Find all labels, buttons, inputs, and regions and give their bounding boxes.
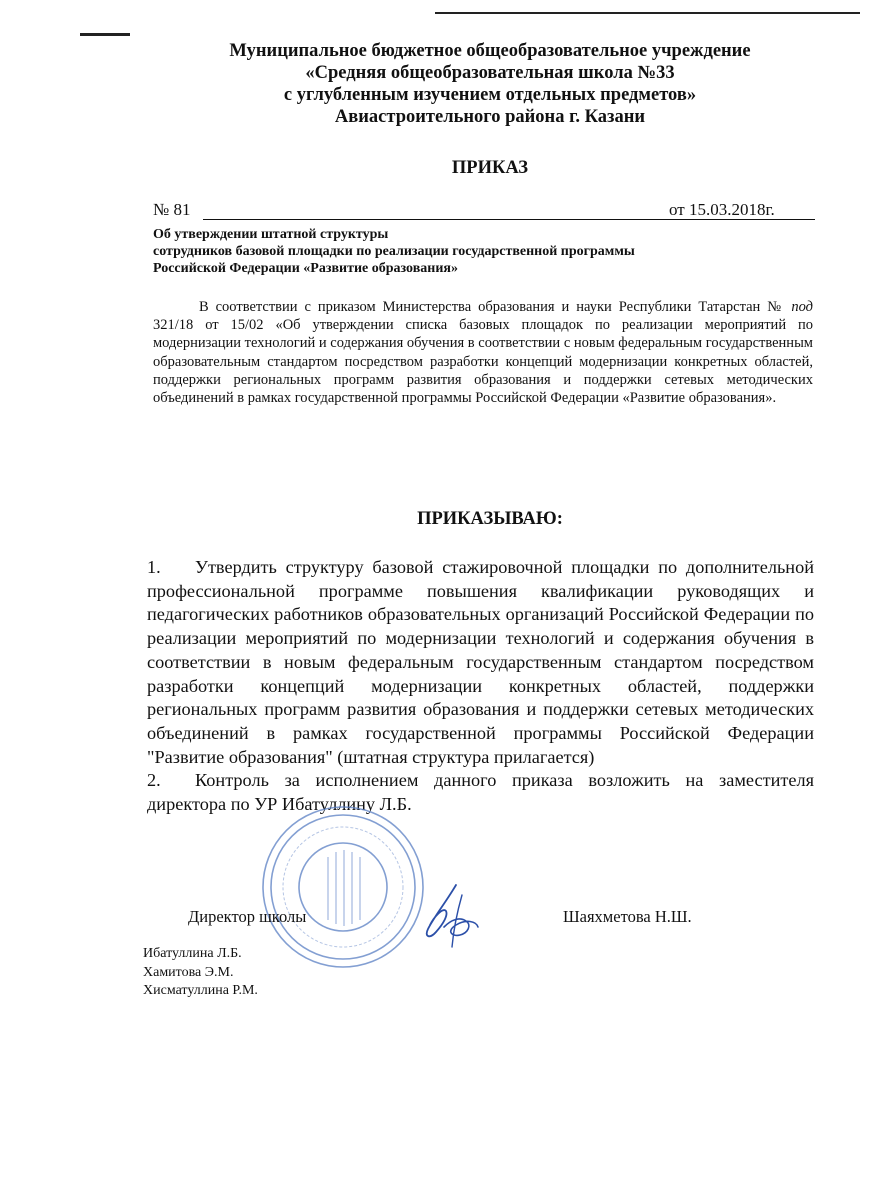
- header-line-1: Муниципальное бюджетное общеобразовательное учреждение: [229, 41, 751, 61]
- subject-line-3: Российской Федерации «Развитие образования»: [153, 261, 458, 276]
- decree-item: [147, 556, 814, 769]
- header-line-2: «Средняя общеобразовательная школа №33: [305, 63, 675, 83]
- order-date: от 15.03.2018г.: [669, 200, 775, 219]
- school-stamp: [258, 802, 428, 972]
- header-line-3: с углубленным изучением отдельных предметов»: [283, 85, 697, 105]
- order-subject: [153, 226, 793, 277]
- basis-text-before: В соответствии с приказом Министерства образования и науки Республики Татарстан №: [199, 299, 792, 315]
- order-number: № 81: [153, 200, 191, 219]
- school-header: [120, 40, 860, 128]
- decree-item-text: Утвердить структуру базовой стажировочной площадки по дополнительной профессиональной программе повышения квалификации руководящих и педагогических работников образовательных организаций Российской Федерации по реализации мероприятий по модернизации технологий и содержания обучения в соответствии в новым федеральным государственным стандартом посредством разработки концепций модернизации конкретных областей, поддержки региональных программ развития образования и поддержки сетевых методических объединений в рамках государственной программы Российской Федерации "Развитие образования" (штатная структура прилагается): [147, 557, 814, 767]
- executor-name: Ибатуллина Л.Б.: [143, 946, 242, 961]
- director-signature: [416, 877, 491, 952]
- decree-item-number: 2.: [147, 770, 161, 791]
- executor-name: Хамитова Э.М.: [143, 964, 234, 980]
- signatory-role: Директор школы: [188, 907, 307, 926]
- subject-line-1: Об утверждении штатной структуры: [153, 227, 389, 242]
- subject-line-2: сотрудников базовой площадки по реализации государственной программы: [153, 244, 635, 259]
- scan-mark-left: [80, 33, 130, 36]
- decree-item-number: 1.: [147, 557, 161, 577]
- executor-name: Хисматуллина Р.М.: [143, 983, 258, 998]
- basis-emphasis: под: [791, 299, 813, 315]
- order-title: ПРИКАЗ: [451, 158, 529, 178]
- scan-mark-top: [435, 12, 860, 14]
- header-line-4: Авиастроительного района г. Казани: [334, 107, 646, 127]
- basis-text-after: 321/18 от 15/02 «Об утверждении списка базовых площадок по реализации мероприятий по модернизации технологий и содержания обучения в соответствии с новым федеральным государственным образовательным стандартом посредством разработки концепций модернизации конкретных областей, поддержки региональных программ развития образования и поддержки сетевых методических объединений в рамках государственной программы Российской Федерации «Развитие образования».: [153, 317, 813, 407]
- executors-list: [143, 945, 258, 1001]
- decree-item: [147, 769, 814, 816]
- basis-paragraph: [153, 298, 813, 407]
- decree-items: [147, 556, 814, 817]
- decree-item-text: Контроль за исполнением данного приказа возложить на заместителя директора по УР Ибатуллину Л.Б.: [147, 770, 814, 815]
- decree-title: ПРИКАЗЫВАЮ:: [417, 509, 563, 529]
- signatory-name: Шаяхметова Н.Ш.: [563, 907, 692, 926]
